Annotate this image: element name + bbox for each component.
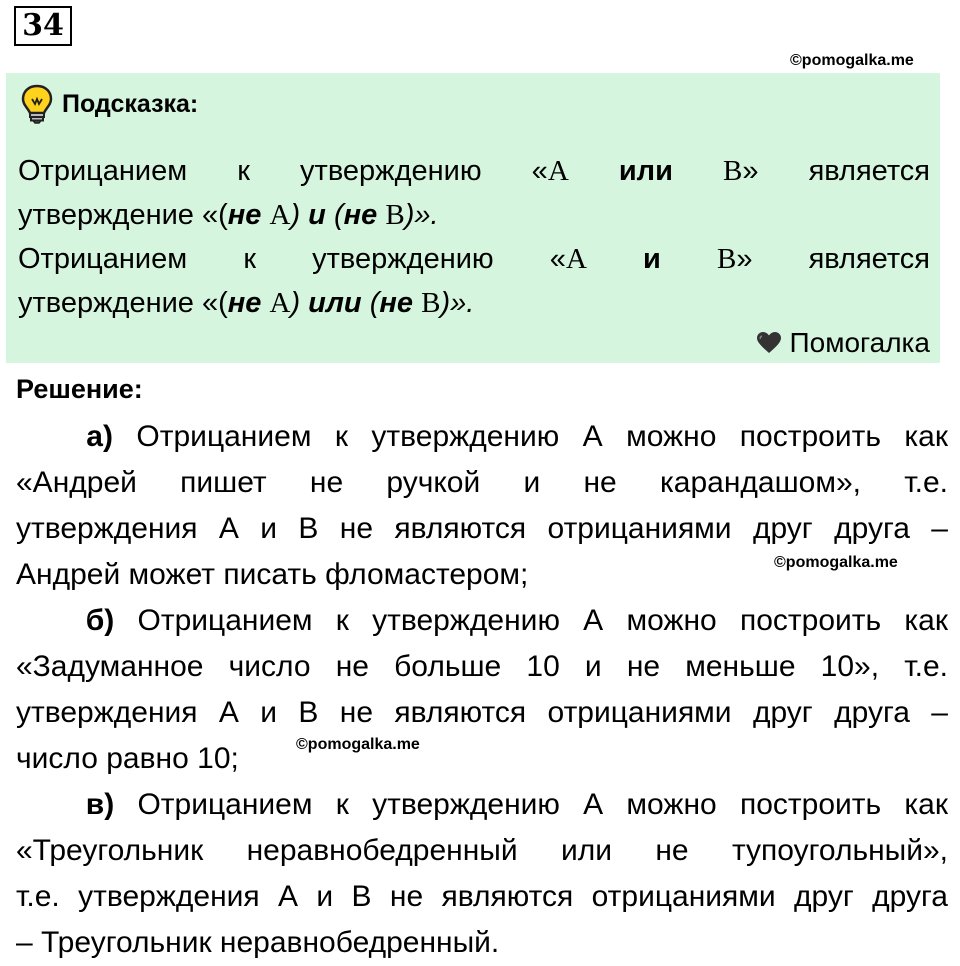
task-number: 34: [14, 6, 72, 46]
solution-body: [16, 414, 948, 966]
watermark: ©pomogalka.me: [774, 554, 898, 571]
solution-c-line-1: в) Отрицанием к утверждению А можно построить как: [85, 788, 948, 821]
hint-title: Подсказка:: [62, 89, 199, 118]
hint-line-1: Отрицанием к утверждению «А или В» является: [18, 155, 930, 187]
solution-a-line-4: Андрей может писать фломастером;: [16, 558, 529, 591]
hint-header: [20, 83, 198, 125]
hint-line-4: утверждение «(не А) или (не В)».: [18, 287, 475, 319]
solution-b-line-1: б) Отрицанием к утверждению А можно построить как: [85, 604, 948, 637]
signature-text: Помогалка: [789, 327, 930, 358]
solution-c-line-2: «Треугольник неравнобедренный или не тупоугольный»,: [16, 834, 948, 867]
solution-a-line-1: а) Отрицанием к утверждению А можно построить как: [86, 420, 948, 453]
watermark: ©pomogalka.me: [790, 52, 914, 69]
hint-line-2: утверждение «(не А) и (не В)».: [18, 199, 439, 231]
signature: [756, 325, 930, 361]
hint-line-3: Отрицанием к утверждению «А и В» является: [18, 243, 930, 275]
solution-c-line-3: т.е. утверждения А и В не являются отрицаниями друг друга: [16, 880, 948, 913]
hint-box: [6, 73, 940, 363]
solution-b-line-2: «Задуманное число не больше 10 и не меньше 10», т.е.: [16, 650, 948, 683]
lightbulb-icon: [20, 84, 54, 124]
heart-icon: [756, 331, 782, 355]
solution-title: Решение:: [16, 374, 143, 404]
solution-a-line-3: утверждения А и В не являются отрицаниями друг друга –: [16, 512, 948, 545]
solution-b-line-3: утверждения А и В не являются отрицаниями друг друга –: [16, 696, 948, 729]
solution-b-line-4: число равно 10;: [16, 742, 239, 775]
solution-c-line-4: – Треугольник неравнобедренный.: [16, 926, 500, 959]
watermark: ©pomogalka.me: [296, 736, 420, 753]
hint-text: [18, 149, 930, 325]
solution-a-line-2: «Андрей пишет не ручкой и не карандашом», т.е.: [16, 466, 948, 499]
